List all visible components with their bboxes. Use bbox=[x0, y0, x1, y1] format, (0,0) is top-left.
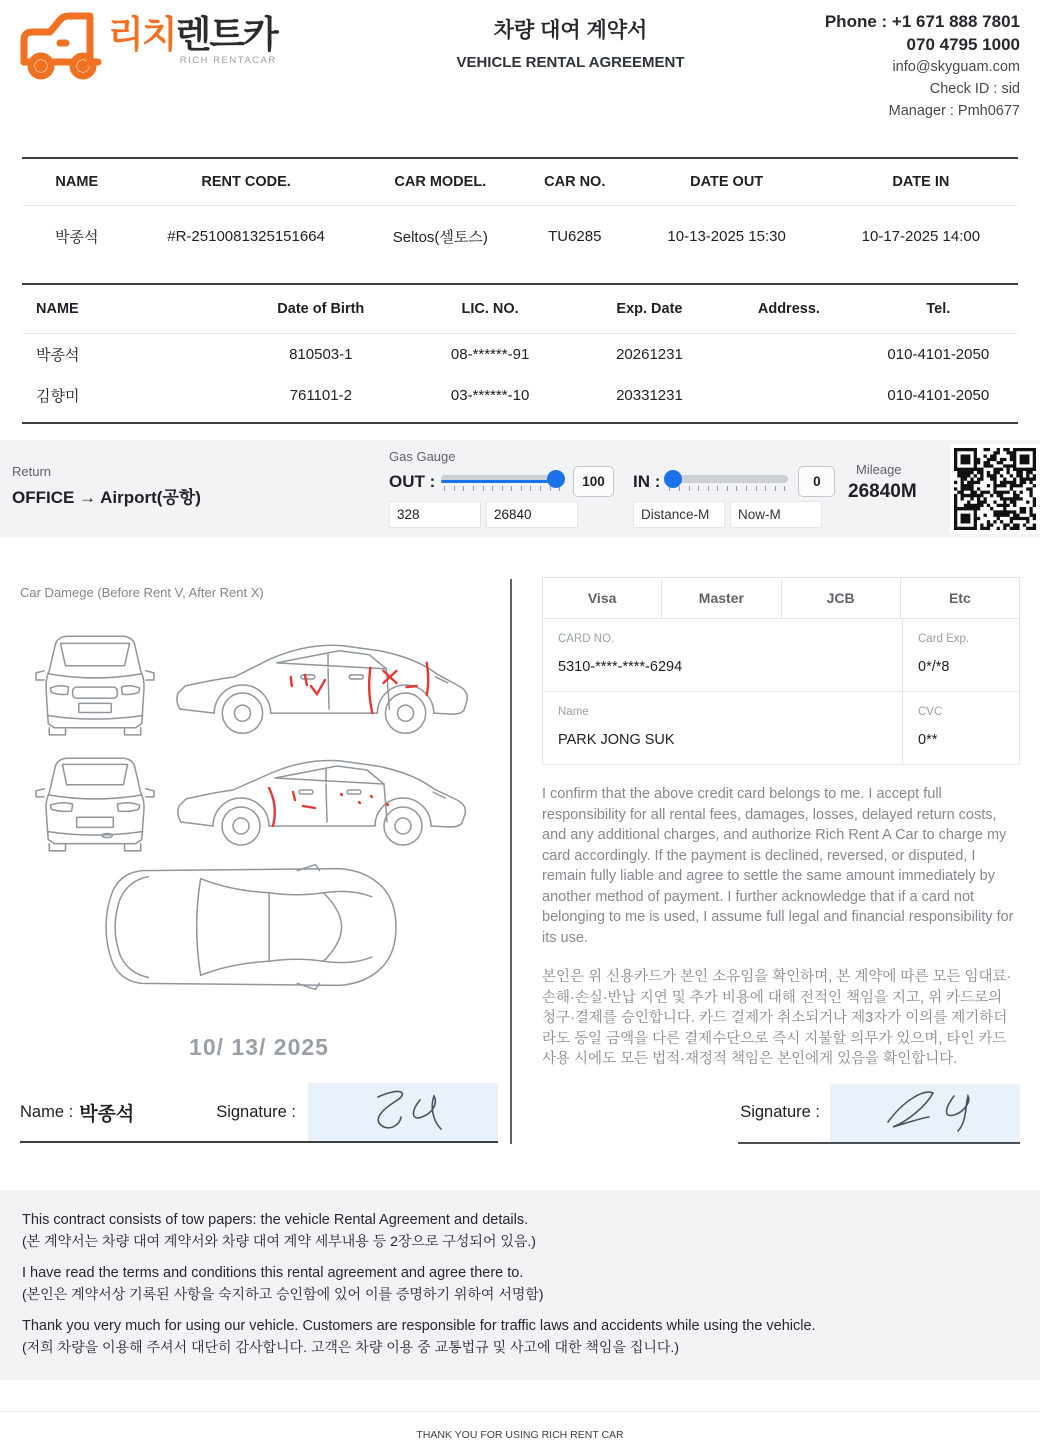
car-right-side-view-icon bbox=[172, 632, 474, 742]
driver2-exp: 20331231 bbox=[616, 387, 683, 404]
terms-2-en: I have read the terms and conditions this rental agreement and agree there to. bbox=[22, 1264, 524, 1281]
gas-in-label: IN : bbox=[633, 471, 661, 491]
col-name: NAME bbox=[22, 158, 132, 206]
driver2-name: 김향미 bbox=[36, 388, 80, 405]
distance-m-input[interactable] bbox=[633, 501, 725, 528]
signature-pad-left[interactable] bbox=[308, 1083, 498, 1141]
card-signature-row bbox=[738, 1084, 1020, 1144]
brand-logo-text bbox=[108, 10, 277, 66]
driver2-lic: 03-******-10 bbox=[450, 387, 530, 404]
gauge-band bbox=[0, 440, 1040, 537]
terms-footer bbox=[0, 1190, 1040, 1380]
gas-in-inputs bbox=[633, 501, 822, 528]
rental-table-header-row bbox=[22, 158, 1018, 206]
document-title-korean: 차량 대여 계약서 bbox=[493, 19, 648, 42]
contact-email: info@skyguam.com bbox=[892, 59, 1020, 75]
card-name-label: Name bbox=[558, 706, 589, 718]
card-number-cell bbox=[543, 619, 903, 691]
odometer-start-input[interactable] bbox=[389, 501, 481, 528]
gas-in-value[interactable]: 0 bbox=[798, 466, 835, 497]
gas-in-slider-thumb[interactable] bbox=[664, 470, 682, 488]
gas-out-slider-ticks bbox=[444, 486, 560, 491]
card-cvc-cell bbox=[903, 692, 1019, 764]
col-tel: Tel. bbox=[859, 285, 1018, 334]
card-name-value: PARK JONG SUK bbox=[558, 732, 675, 748]
terms-pair-2 bbox=[22, 1263, 1018, 1305]
col-date-out: DATE OUT bbox=[630, 158, 824, 206]
gas-out-row bbox=[389, 466, 614, 497]
terms-2-ko: (본인은 계약서상 기록된 사항을 숙지하고 승인함에 있어 이를 증명하기 위하여 서명함) bbox=[22, 1285, 544, 1302]
driver1-exp: 20261231 bbox=[616, 346, 683, 363]
card-confirmation-english: I confirm that the above credit card belongs to me. I accept full responsibility for all rental fees, damages, losses, delayed return costs, and any additional charges, and authorize Rich Rent A Car to charge my card accordingly. If the payment is declined, reversed, or disputed, I remain fully liable and agree to settle the same amount immediately by another method of payment. I further acknowledge that if a card not belonging to me is used, I assume full legal and financial responsibility for its use. bbox=[542, 786, 1014, 946]
main-section bbox=[0, 577, 1040, 1144]
card-number-row bbox=[543, 619, 1019, 692]
col-dob: Date of Birth bbox=[241, 285, 400, 334]
return-label: Return bbox=[12, 464, 52, 479]
terms-3-ko: (저희 차량을 이용해 주셔서 대단히 감사합니다. 고객은 차량 이용 중 교통법규 및 사고에 대한 책임을 집니다.) bbox=[22, 1338, 679, 1355]
terms-pair-3 bbox=[22, 1316, 1018, 1358]
driver1-lic: 08-******-91 bbox=[450, 346, 530, 363]
driver-row-1 bbox=[22, 334, 1018, 376]
col-exp-date: Exp. Date bbox=[580, 285, 719, 334]
inspection-date: 10/ 13/ 2025 bbox=[189, 1034, 329, 1060]
cvc-value: 0** bbox=[918, 732, 938, 748]
terms-pair-1 bbox=[22, 1210, 1018, 1252]
column-divider bbox=[510, 579, 512, 1144]
col-lic-no: LIC. NO. bbox=[400, 285, 579, 334]
driver2-address bbox=[719, 375, 858, 423]
contact-info bbox=[795, 10, 1020, 122]
brand-name-korean-black: 렌트카 bbox=[175, 14, 277, 55]
now-m-input[interactable] bbox=[730, 501, 822, 528]
qr-code-box bbox=[950, 444, 1040, 534]
gas-out-value[interactable]: 100 bbox=[573, 466, 614, 497]
thank-you-text: THANK YOU FOR USING RICH RENT CAR bbox=[416, 1428, 624, 1441]
tab-visa[interactable]: Visa bbox=[542, 577, 662, 619]
gas-out-slider-thumb[interactable] bbox=[547, 470, 565, 488]
tab-etc[interactable]: Etc bbox=[901, 577, 1020, 619]
document-title-english: VEHICLE RENTAL AGREEMENT bbox=[456, 54, 685, 71]
driver-info-table bbox=[22, 285, 1018, 424]
document-title-block bbox=[346, 10, 795, 71]
car-front-view-icon bbox=[34, 628, 156, 736]
signature-left-icon bbox=[308, 1083, 498, 1141]
car-left-side-view-icon bbox=[172, 752, 474, 852]
car-model: Seltos(셀토스) bbox=[392, 229, 488, 246]
tab-master[interactable]: Master bbox=[662, 577, 781, 619]
driver1-dob: 810503-1 bbox=[289, 346, 353, 363]
thank-you-note bbox=[0, 1411, 1040, 1453]
rent-code: #R-2510081325151664 bbox=[167, 228, 325, 245]
col-car-model: CAR MODEL. bbox=[361, 158, 520, 206]
cvc-label: CVC bbox=[918, 706, 943, 718]
phone-secondary: 070 4795 1000 bbox=[906, 35, 1020, 54]
car-damage-diagrams[interactable] bbox=[20, 600, 498, 1020]
card-details bbox=[542, 619, 1020, 765]
driver1-address bbox=[719, 334, 858, 376]
card-exp-label: Card Exp. bbox=[918, 633, 970, 645]
mileage-block bbox=[848, 462, 917, 503]
terms-1-ko: (본 계약서는 차량 대여 계약서와 차량 대여 계약 세부내용 등 2장으로 구성되어 있음.) bbox=[22, 1232, 536, 1249]
card-holder-row bbox=[543, 692, 1019, 764]
terms-1-en: This contract consists of tow papers: the vehicle Rental Agreement and details. bbox=[22, 1211, 529, 1228]
col-driver-name: NAME bbox=[22, 285, 241, 334]
col-rent-code: RENT CODE. bbox=[132, 158, 361, 206]
rental-table-row bbox=[22, 206, 1018, 285]
col-date-in: DATE IN bbox=[824, 158, 1018, 206]
driver2-dob: 761101-2 bbox=[289, 387, 352, 404]
gas-in-row bbox=[633, 466, 835, 497]
mileage-label: Mileage bbox=[856, 462, 902, 477]
card-no-label: CARD NO. bbox=[558, 633, 615, 645]
signature-pad-right[interactable] bbox=[830, 1084, 1020, 1142]
header bbox=[0, 0, 1040, 152]
car-top-view-icon bbox=[100, 862, 402, 992]
signature-right-icon bbox=[830, 1084, 1020, 1142]
brand-subtext: RICH RENTACAR bbox=[179, 55, 277, 66]
gas-in-slider-ticks bbox=[669, 486, 785, 491]
manager-id: Manager : Pmh0677 bbox=[888, 103, 1020, 119]
car-damage-column bbox=[20, 577, 498, 1144]
gas-gauge-label: Gas Gauge bbox=[389, 449, 456, 464]
signature-label-right: Signature : bbox=[740, 1103, 820, 1121]
return-route: OFFICE → Airport(공항) bbox=[12, 488, 201, 507]
col-address: Address. bbox=[719, 285, 858, 334]
signature-label-left: Signature : bbox=[216, 1102, 296, 1121]
card-holder-cell bbox=[543, 692, 903, 764]
car-rear-view-icon bbox=[34, 752, 156, 852]
driver-table-header-row bbox=[22, 285, 1018, 334]
date-out: 10-13-2025 15:30 bbox=[667, 228, 786, 245]
card-exp-value: 0*/*8 bbox=[918, 659, 950, 675]
tab-jcb[interactable]: JCB bbox=[782, 577, 901, 619]
renter-signature-name: 박종석 bbox=[79, 1103, 135, 1125]
gas-in-slider[interactable] bbox=[666, 471, 788, 493]
col-car-no: CAR NO. bbox=[520, 158, 630, 206]
car-no: TU6285 bbox=[548, 228, 602, 245]
name-label: Name : bbox=[20, 1102, 74, 1121]
check-id: Check ID : sid bbox=[929, 81, 1020, 97]
renter-name: 박종석 bbox=[55, 229, 99, 246]
driver1-name: 박종석 bbox=[36, 347, 80, 364]
rental-info-table bbox=[22, 157, 1018, 285]
rentacar-truck-icon bbox=[16, 10, 104, 88]
phone-primary: Phone : +1 671 888 7801 bbox=[824, 12, 1020, 31]
card-exp-cell bbox=[903, 619, 1019, 691]
card-no-value: 5310-****-****-6294 bbox=[558, 659, 683, 675]
terms-3-en: Thank you very much for using our vehicle. Customers are responsible for traffic laws and accidents while using the vehicle. bbox=[22, 1317, 816, 1334]
car-damage-title: Car Damege (Before Rent V, After Rent X) bbox=[20, 585, 264, 600]
driver-row-2 bbox=[22, 375, 1018, 423]
odometer-out-input[interactable] bbox=[486, 501, 578, 528]
gas-out-slider-track[interactable] bbox=[441, 475, 563, 483]
gas-out-inputs bbox=[389, 501, 578, 528]
renter-signature-row bbox=[20, 1083, 498, 1143]
brand-name-korean-orange: 리치 bbox=[108, 14, 176, 55]
card-confirmation-korean: 본인은 위 신용카드가 본인 소유임을 확인하며, 본 계약에 따른 모든 임대료·손해·손실·반납 지연 및 추가 비용에 대해 전적인 책임을 지고, 위 카드로의 청구·결제를 승인합니다. 카드 결제가 취소되거나 제3자가 이의를 제기하더라도 동일 금액을 다른 결제수단으로 즉시 지불할 의무가 있으며, 타인 카드 사용 시에도 모든 법적·재정적 책임은 본인에게 있음을 확인합니다. bbox=[542, 969, 1012, 1067]
gas-out-label: OUT : bbox=[389, 471, 436, 491]
qr-code bbox=[954, 448, 1036, 530]
mileage-value: 26840M bbox=[848, 481, 917, 502]
card-brand-tabs bbox=[542, 577, 1020, 619]
date-in: 10-17-2025 14:00 bbox=[861, 228, 981, 245]
driver1-tel: 010-4101-2050 bbox=[887, 346, 990, 363]
brand-logo bbox=[16, 10, 346, 88]
return-block bbox=[12, 464, 201, 508]
credit-card-column bbox=[526, 577, 1020, 1144]
gas-out-slider[interactable] bbox=[441, 471, 563, 493]
driver2-tel: 010-4101-2050 bbox=[887, 387, 990, 404]
gas-in-slider-track[interactable] bbox=[666, 475, 788, 483]
